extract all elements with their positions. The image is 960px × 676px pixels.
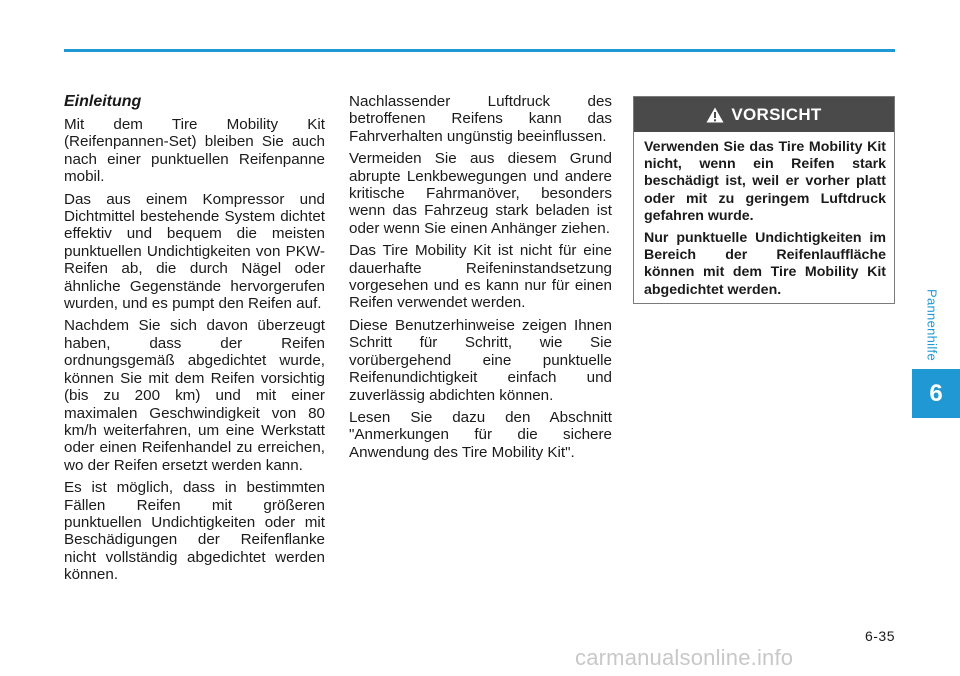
chapter-tab	[912, 369, 960, 418]
paragraph: Es ist möglich, dass in bestimmten Fällen Reifen mit größeren punktuellen Undichtigkeiten oder mit Beschädigungen der Reifenflanke nicht vollständig abgedichtet werden können.	[64, 479, 325, 584]
section-heading: Einleitung	[64, 93, 142, 110]
paragraph: Vermeiden Sie aus diesem Grund abrupte Lenkbewegungen und andere kritische Fahrmanöver, besonders wenn das Fahrzeug stark beladen ist oder wenn Sie einen Anhänger ziehen.	[349, 150, 612, 237]
caution-header	[634, 97, 894, 132]
paragraph: Das Tire Mobility Kit ist nicht für eine dauerhafte Reifeninstandsetzung vorgesehen und es kann nur für einen Reifen verwendet werden.	[349, 242, 612, 312]
left-column	[64, 93, 325, 589]
page-number: 6-35	[864, 628, 895, 644]
paragraph: Nachdem Sie sich davon überzeugt haben, dass der Reifen ordnungsgemäß abgedichtet wurde, können Sie mit dem Reifen vorsichtig (bis zu 200 km) und mit einer maximalen Geschwindigkeit von 80 km/h weiterfahren, um eine Werkstatt oder einen Reifenhandel zu erreichen, wo der Reifen ersetzt werden kann.	[64, 317, 325, 474]
warning-triangle-icon	[706, 107, 724, 123]
header-rule	[64, 49, 895, 52]
paragraph: Das aus einem Kompressor und Dichtmittel bestehende System dichtet effektiv und bequem die meisten punktuellen Undichtigkeiten von PKW-Reifen ab, die durch Nägel oder ähnliche Gegenstände hervorgerufen wurden, und es pumpt den Reifen auf.	[64, 190, 325, 313]
paragraph: Nachlassender Luftdruck des betroffenen Reifens kann das Fahrverhalten ungünstig beeinflussen.	[349, 93, 612, 145]
chapter-number: 6	[929, 379, 943, 407]
caution-paragraph: Verwenden Sie das Tire Mobility Kit nicht, wenn ein Reifen stark beschädigt ist, weil er vorher platt oder mit zu geringem Luftdruck gefahren wurde.	[644, 139, 886, 224]
watermark: carmanualsonline.info	[575, 645, 794, 670]
paragraph: Diese Benutzerhinweise zeigen Ihnen Schritt für Schritt, wie Sie vorübergehend eine punktuelle Reifenundichtigkeit einfach und zuverlässig abdichten können.	[349, 316, 612, 404]
paragraph: Mit dem Tire Mobility Kit (Reifenpannen-Set) bleiben Sie auch nach einer punktuellen Reifenpanne mobil.	[64, 116, 325, 186]
paragraph: Lesen Sie dazu den Abschnitt "Anmerkungen für die sichere Anwendung des Tire Mobility Kit".	[349, 408, 612, 461]
caution-title: VORSICHT	[731, 104, 822, 124]
chapter-side-label	[922, 285, 942, 365]
caution-body	[634, 132, 894, 299]
caution-box	[633, 96, 895, 304]
middle-column	[349, 93, 612, 466]
caution-paragraph: Nur punktuelle Undichtigkeiten im Bereich der Reifenlauffläche können mit dem Tire Mobility Kit abgedichtet werden.	[644, 230, 886, 298]
chapter-name: Pannenhilfe	[924, 289, 940, 361]
